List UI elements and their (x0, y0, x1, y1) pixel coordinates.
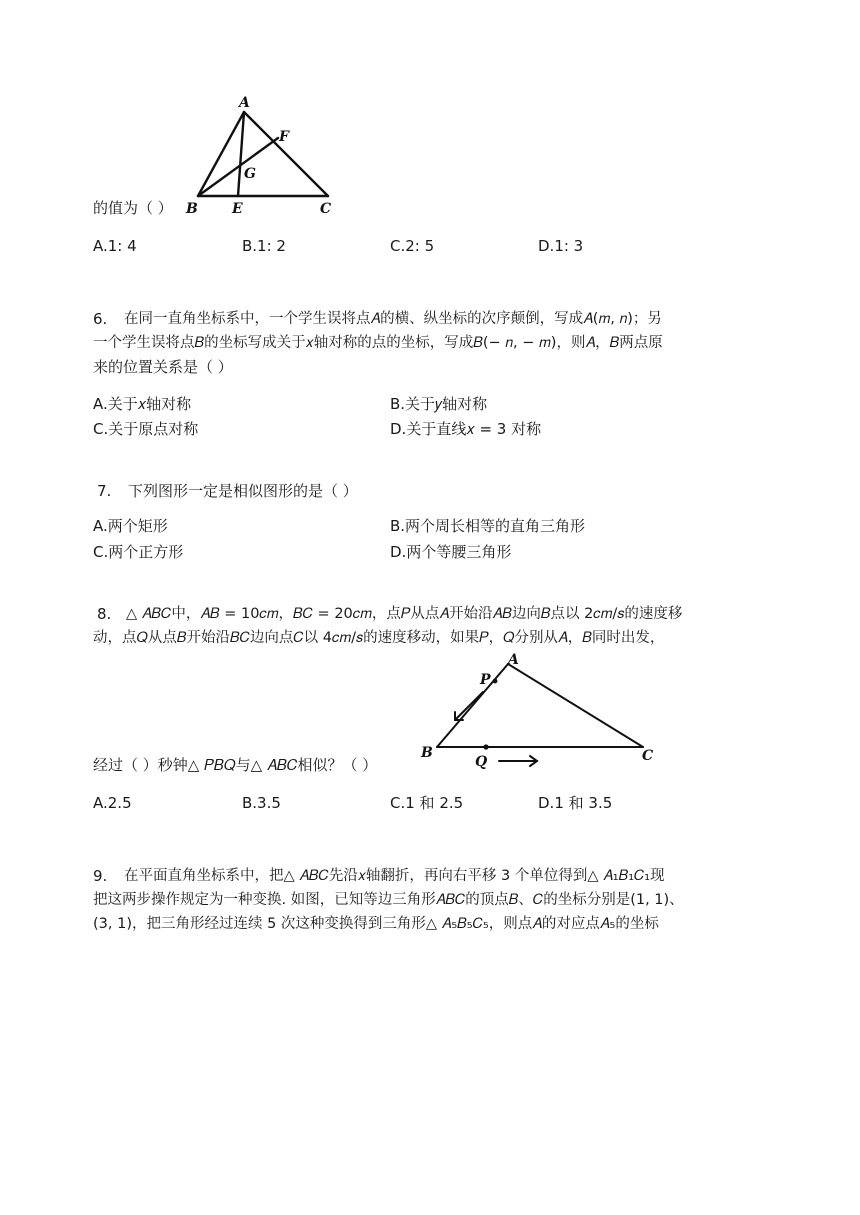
q8-triangle-figure (415, 650, 665, 772)
q6-line-3: 来的位置关系是（ ） (93, 358, 233, 376)
q8-option-a: A.2.5 (93, 794, 132, 812)
q6-number: 6. (93, 310, 108, 328)
q5-triangle-figure (180, 92, 340, 220)
q8-label-b: B (421, 745, 433, 761)
q8-option-d: D.1 和 3.5 (538, 794, 613, 812)
q5-option-c: C.2: 5 (390, 237, 435, 255)
q6-option-c: C.关于原点对称 (93, 420, 199, 438)
q6-option-a: A.关于𝑥轴对称 (93, 395, 192, 413)
q6-line-1: 在同一直角坐标系中，一个学生误将点𝐴的横、纵坐标的次序颠倒，写成𝐴(𝑚, 𝑛)；另 (124, 311, 662, 327)
q5-label-b: B (186, 201, 198, 217)
q8-point-p (493, 679, 498, 684)
q8-side-ab (437, 664, 508, 747)
q7-option-b: B.两个周长相等的直角三角形 (390, 517, 586, 535)
q8-option-c: C.1 和 2.5 (390, 794, 464, 812)
q8-number: 8. (97, 605, 112, 623)
q7-line-1: 下列图形一定是相似图形的是（ ） (128, 482, 358, 500)
q8-arrow-pb (455, 692, 483, 720)
q5-segment-ae (238, 112, 244, 196)
q5-tail-text: 的值为（ ） (93, 199, 173, 217)
q5-label-a: A (239, 95, 250, 111)
q8-label-p: P (480, 672, 491, 688)
q8-line-3: 经过（ ）秒钟△ 𝑃𝐵𝑄与△ 𝐴𝐵𝐶相似？（ ） (93, 756, 378, 774)
q8-option-b: B.3.5 (242, 794, 281, 812)
q5-label-f: F (279, 129, 289, 145)
q9-line-1: 在平面直角坐标系中，把△ 𝐴𝐵𝐶先沿𝑥轴翻折，再向右平移 3 个单位得到△ 𝐴₁𝐵₁𝐶₁现 (124, 868, 665, 884)
q5-side-ab (198, 112, 244, 196)
q7-option-a: A.两个矩形 (93, 517, 168, 535)
q5-label-g: G (244, 166, 256, 182)
q7-number: 7. (97, 482, 112, 500)
q8-arrow-qc (499, 756, 537, 766)
q8-point-q (483, 744, 488, 749)
q8-line-1: △ 𝐴𝐵𝐶中，𝐴𝐵 = 10𝑐𝑚，𝐵𝐶 = 20𝑐𝑚，点𝑃从点𝐴开始沿𝐴𝐵边向𝐵点以 2𝑐𝑚/𝑠的速度移 (126, 606, 683, 622)
q5-option-a: A.1: 4 (93, 237, 137, 255)
q5-label-c: C (320, 201, 332, 217)
q6-option-b: B.关于𝑦轴对称 (390, 395, 488, 413)
q9-line-3: (3, 1)，把三角形经过连续 5 次这种变换得到三角形△ 𝐴₅𝐵₅𝐶₅，则点𝐴的对应点𝐴₅的坐标 (93, 916, 659, 932)
q8-label-q: Q (475, 754, 488, 770)
q8-label-c: C (642, 748, 654, 764)
q8-line-2: 动，点𝑄从点𝐵开始沿𝐵𝐶边向点𝐶以 4𝑐𝑚/𝑠的速度移动，如果𝑃，𝑄分别从𝐴，𝐵同时出发， (93, 630, 665, 646)
q9-line-2: 把这两步操作规定为一种变换. 如图，已知等边三角形𝐴𝐵𝐶的顶点𝐵、𝐶的坐标分别是(1, 1)、 (93, 892, 684, 908)
q5-label-e: E (232, 201, 243, 217)
q7-option-c: C.两个正方形 (93, 543, 184, 561)
q8-label-a: A (508, 652, 519, 668)
q6-line-2: 一个学生误将点𝐵的坐标写成关于𝑥轴对称的点的坐标，写成𝐵(− 𝑛, − 𝑚)，则𝐴，𝐵两点原 (93, 335, 663, 351)
q9-number: 9. (93, 867, 108, 885)
q8-side-ac (508, 664, 643, 747)
q7-option-d: D.两个等腰三角形 (390, 543, 512, 561)
q5-option-d: D.1: 3 (538, 237, 584, 255)
q5-option-b: B.1: 2 (242, 237, 286, 255)
q6-option-d: D.关于直线𝑥 = 3 对称 (390, 420, 542, 438)
